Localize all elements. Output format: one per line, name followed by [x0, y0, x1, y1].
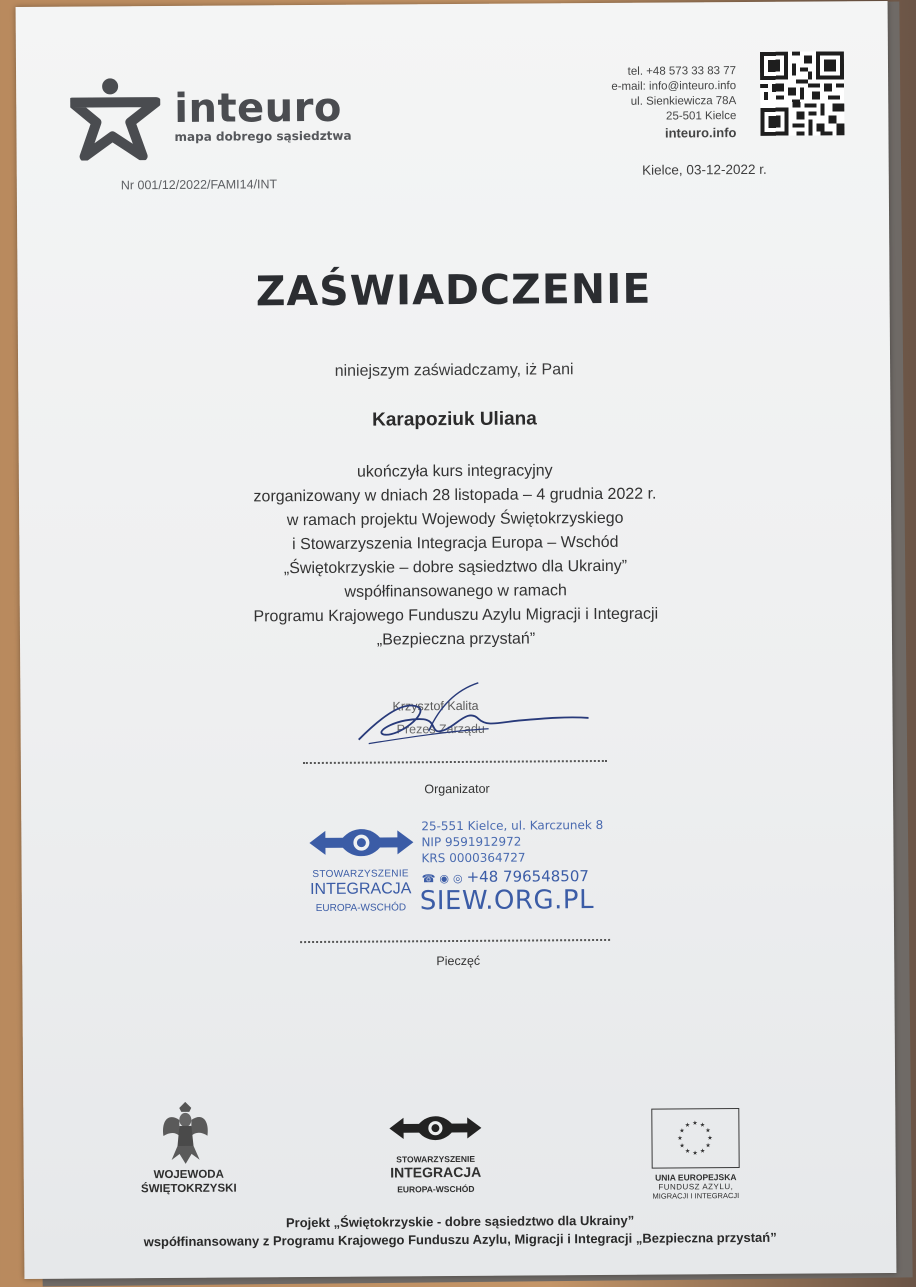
qr-code-icon [760, 51, 845, 136]
logo-tagline: mapa dobrego sąsiedztwa [174, 128, 352, 144]
signatory-role: Prezes Zarządu [396, 721, 485, 737]
svg-text:★: ★ [705, 1127, 711, 1135]
handwritten-signature [328, 678, 588, 750]
inteuro-star-logo-icon [70, 76, 161, 161]
svg-text:★: ★ [679, 1142, 685, 1150]
stamp-org-line2: INTEGRACJA [310, 880, 412, 899]
svg-text:★: ★ [677, 1134, 683, 1142]
viber-icon: ◎ [452, 871, 463, 886]
stamp-website: SIEW.ORG.PL [419, 885, 595, 917]
body-line: „Świętokrzyskie – dobre sąsiedztwo dla Ukrainy” [283, 557, 628, 578]
stamp-krs: KRS 0000364727 [421, 850, 526, 866]
document-number: Nr 001/12/2022/FAMI14/INT [120, 177, 278, 193]
contact-email: e-mail: info@inteuro.info [611, 80, 737, 93]
body-line: Programu Krajowego Funduszu Azylu Migracji i Integracji [253, 605, 659, 626]
body-line: współfinansowanego w ramach [344, 582, 567, 601]
certificate-title: ZAŚWIADCZENIE [255, 264, 652, 316]
footer-org-line2: INTEGRACJA [390, 1163, 482, 1181]
footer-project-line2: współfinansowany z Programu Krajowego Funduszu Azylu, Migracji i Integracji „Bezpieczna przystań” [143, 1229, 777, 1250]
eu-line2: FUNDUSZ AZYLU, [658, 1182, 734, 1192]
contact-city: 25-501 Kielce [665, 110, 737, 123]
svg-text:★: ★ [692, 1119, 698, 1127]
svg-text:★: ★ [684, 1147, 691, 1155]
svg-text:★: ★ [699, 1121, 706, 1129]
svg-text:★: ★ [707, 1134, 713, 1142]
svg-text:★: ★ [699, 1147, 706, 1155]
svg-text:★: ★ [684, 1121, 691, 1129]
contact-phone: tel. +48 573 33 83 77 [627, 65, 737, 78]
contact-website: inteuro.info [664, 125, 737, 141]
siew-logo-icon [309, 820, 413, 865]
seal-line [300, 939, 610, 943]
siew-footer-logo-icon [389, 1108, 481, 1149]
stamp-org-line3: EUROPA-WSCHÓD [315, 902, 407, 914]
eu-line3: MIGRACJI I INTEGRACJI [652, 1191, 740, 1201]
polish-eagle-emblem-icon [159, 1102, 211, 1164]
body-line: w ramach projektu Wojewody Świętokrzyskiego [286, 509, 624, 530]
contact-block [611, 64, 736, 141]
wojewoda-line1: WOJEWODA [153, 1168, 224, 1182]
stamp-address: 25-551 Kielce, ul. Karczunek 8 [421, 817, 604, 834]
issue-date: Kielce, 03-12-2022 r. [642, 161, 767, 178]
seal-label: Pieczęć [436, 953, 481, 969]
signatory-name: Krzysztof Kalita [392, 698, 479, 714]
svg-text:★: ★ [705, 1142, 711, 1150]
footer-org-line3: EUROPA-WSCHÓD [397, 1183, 475, 1195]
footer-project-line1: Projekt „Świętokrzyskie - dobre sąsiedztwo dla Ukrainy” [285, 1212, 635, 1231]
certificate-intro: niniejszym zaświadczamy, iż Pani [334, 361, 574, 380]
body-line: zorganizowany w dniach 28 listopada – 4 grudnia 2022 r. [253, 485, 657, 506]
stamp-org-line1: STOWARZYSZENIE [312, 868, 409, 881]
recipient-name: Karapoziuk Uliana [372, 408, 537, 431]
body-line: i Stowarzyszenia Integracja Europa – Wschód [292, 533, 619, 554]
stamp-details [421, 817, 603, 866]
contact-street: ul. Sienkiewicza 78A [630, 95, 737, 108]
certificate-body [19, 457, 892, 655]
stamp-phone: +48 796548507 [466, 867, 589, 886]
body-line: „Bezpieczna przystań” [376, 630, 536, 649]
body-line: ukończyła kurs integracyjny [356, 462, 553, 481]
logo-name: inteuro [174, 84, 343, 132]
footer-org-line1: STOWARZYSZENIE [396, 1153, 476, 1165]
svg-text:★: ★ [692, 1149, 698, 1157]
wojewoda-line2: ŚWIĘTOKRZYSKI [140, 1182, 237, 1196]
stamp-phone-row [422, 867, 589, 886]
whatsapp-icon: ◉ [439, 872, 450, 886]
stamp-nip: NIP 9591912972 [421, 834, 522, 850]
signature-line [303, 760, 607, 764]
phone-icon: ☎ [421, 872, 436, 886]
eu-line1: UNIA EUROPEJSKA [655, 1172, 737, 1183]
eu-flag-icon [651, 1108, 739, 1169]
certificate-sheet [16, 1, 897, 1279]
organizer-label: Organizator [424, 781, 490, 797]
svg-text:★: ★ [679, 1127, 685, 1135]
